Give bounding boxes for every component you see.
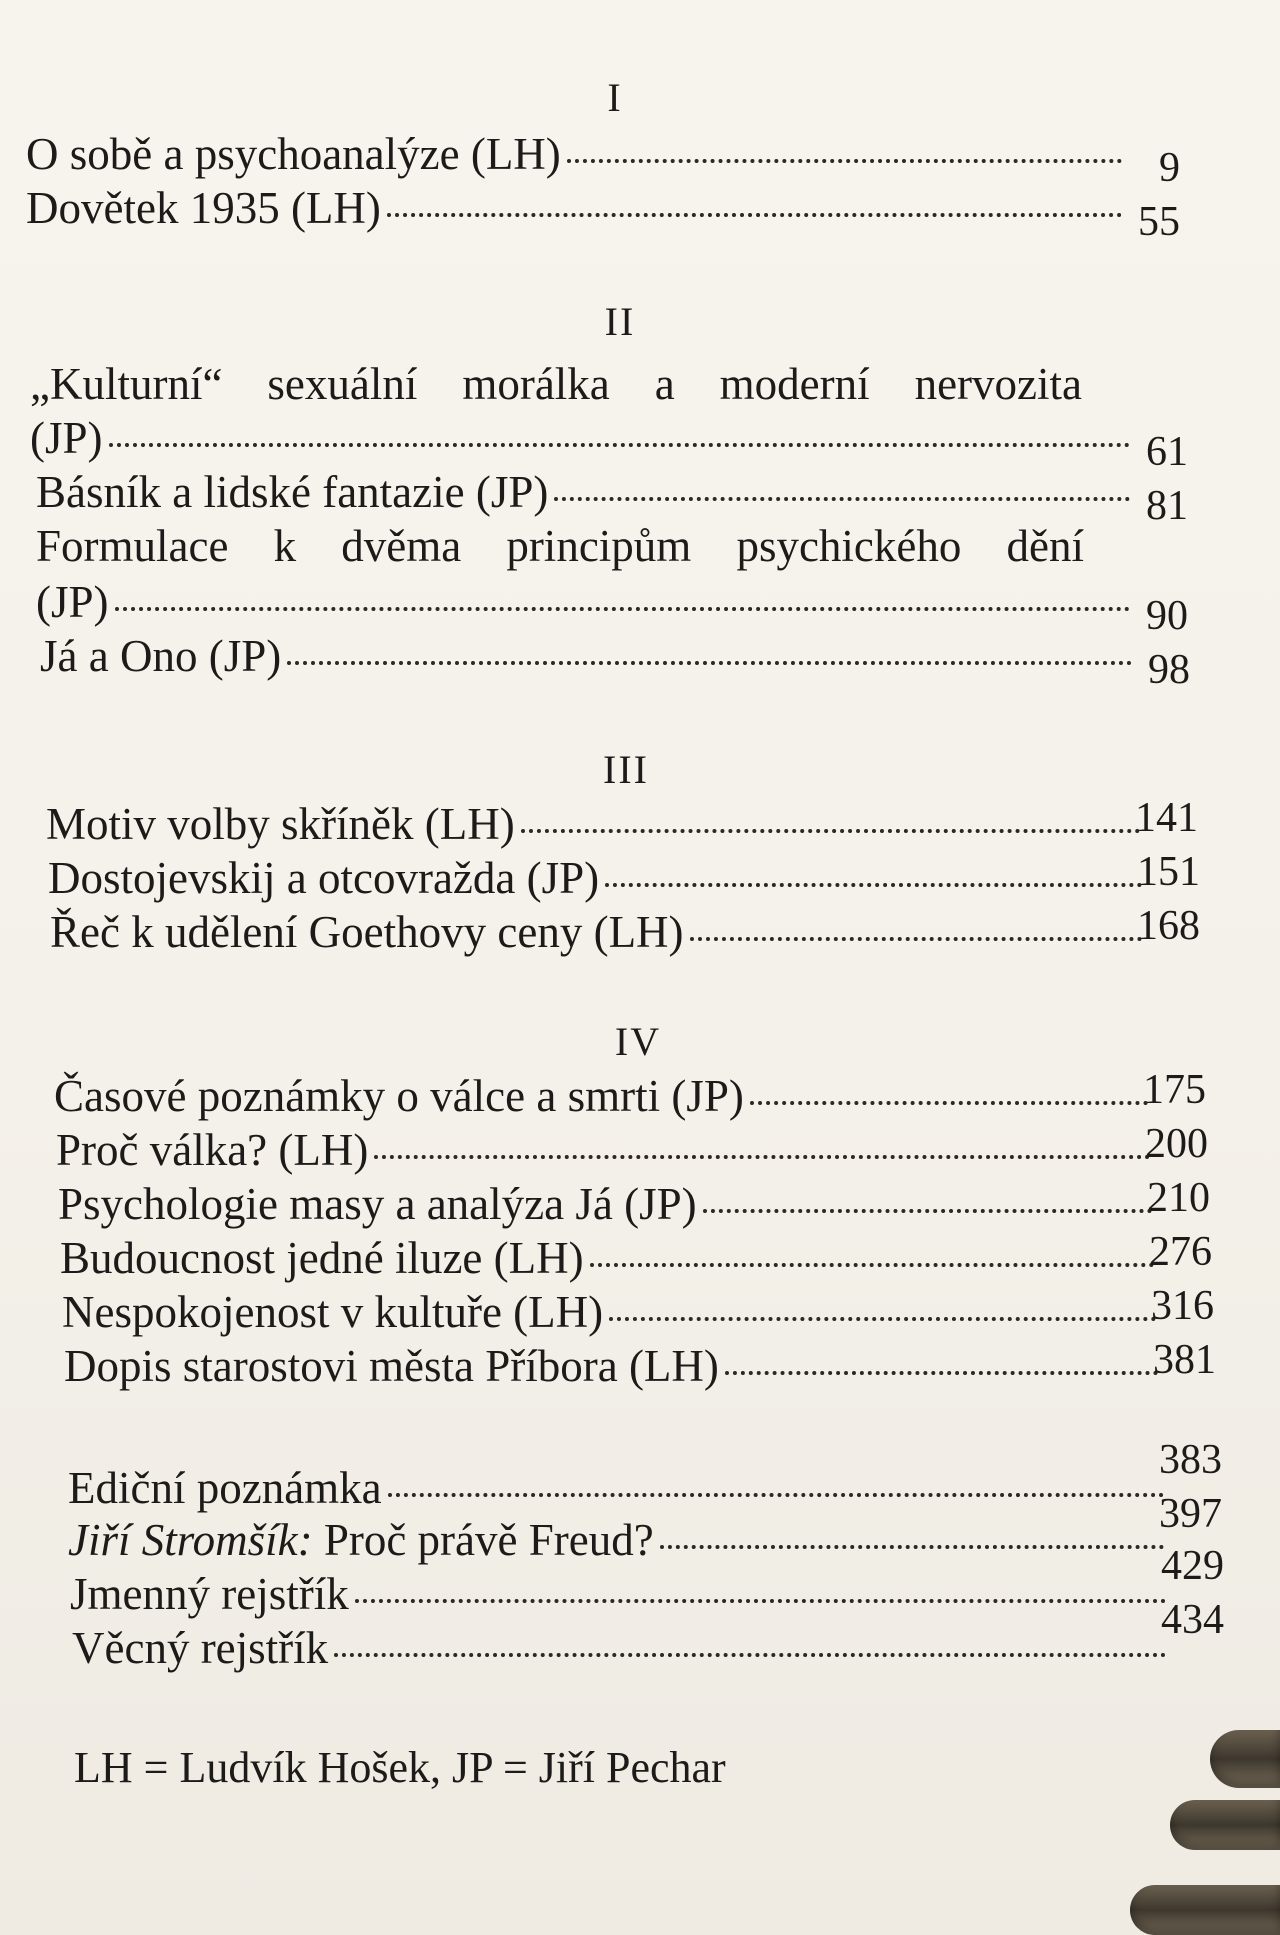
dot-leader: [605, 883, 1142, 887]
toc-entry-title: Psychologie masy a analýza Já (JP): [58, 1179, 697, 1229]
toc-entry-title: Řeč k udělení Goethovy ceny (LH): [50, 907, 684, 957]
toc-entry-title: O sobě a psychoanalýze (LH): [26, 129, 561, 179]
toc-entry-title-line1: Formulace k dvěma principům psychického dění: [36, 521, 1084, 571]
toc-entry-page: 200: [1145, 1121, 1208, 1167]
dot-leader: [287, 661, 1132, 665]
toc-entry: [26, 128, 1180, 191]
toc-entry-title: Dopis starostovi města Příbora (LH): [64, 1341, 719, 1391]
dot-leader: [703, 1209, 1152, 1213]
toc-entry-page: 151: [1137, 849, 1200, 895]
abbreviation-legend: LH = Ludvík Hošek, JP = Jiří Pechar: [74, 1743, 726, 1792]
toc-entry-title: Dovětek 1935 (LH): [26, 183, 381, 233]
toc-entry: [30, 412, 1188, 475]
section-heading-iv: IV: [614, 1019, 662, 1064]
toc-entry-page: 383: [1159, 1437, 1222, 1483]
book-spine-edge: [1210, 1730, 1280, 1788]
toc-entry: [46, 795, 1198, 850]
toc-entry: [56, 1121, 1208, 1176]
section-heading-ii: II: [604, 299, 636, 344]
toc-entry-title: (JP): [36, 577, 109, 627]
dot-leader: [554, 497, 1130, 501]
toc-entry-title: Motiv volby skříněk (LH): [46, 799, 515, 849]
toc-entry-page: 175: [1143, 1067, 1206, 1113]
dot-leader: [590, 1263, 1154, 1267]
dot-leader: [609, 1317, 1156, 1321]
toc-entry-title: Já a Ono (JP): [40, 631, 282, 681]
toc-entry: [54, 1067, 1206, 1122]
toc-entry-page: 90: [1146, 593, 1188, 639]
toc-entry-page: 381: [1153, 1337, 1216, 1383]
toc-entry-title: Ediční poznámka: [68, 1463, 382, 1513]
toc-entry-page: 141: [1135, 795, 1198, 841]
dot-leader: [567, 159, 1122, 163]
book-spine-edge: [1170, 1800, 1280, 1850]
toc-entry: [70, 1543, 1224, 1620]
dot-leader: [521, 829, 1140, 833]
toc-entry: [68, 1491, 1222, 1566]
dot-leader: [374, 1155, 1150, 1159]
toc-entry: [68, 1437, 1222, 1514]
toc-entry-page: 9: [1159, 145, 1180, 191]
toc-entry-page: 429: [1161, 1543, 1224, 1589]
toc-entry-title: Časové poznámky o válce a smrti (JP): [54, 1071, 744, 1121]
dot-leader: [115, 607, 1130, 611]
section-heading-iii: III: [603, 747, 649, 792]
toc-entry-title: Budoucnost jedné iluze (LH): [60, 1233, 584, 1283]
toc-entry-title: Jmenný rejstřík: [70, 1569, 349, 1619]
toc-entry-page: 61: [1146, 429, 1188, 475]
toc-entry: [36, 466, 1188, 529]
dot-leader: [750, 1101, 1148, 1105]
toc-entry-title-line1: „Kulturní“ sexuální morálka a moderní nervozita: [30, 359, 1082, 409]
toc-entry: [62, 1283, 1214, 1338]
toc-entry-title: Básník a lidské fantazie (JP): [36, 467, 549, 517]
toc-entry-title: (JP): [30, 413, 103, 463]
toc-entry: [64, 1337, 1216, 1392]
toc-entry-title: [68, 1514, 654, 1566]
dot-leader: [387, 213, 1122, 217]
toc-entry-page: 434: [1161, 1597, 1224, 1643]
toc-entry-page: 397: [1159, 1491, 1222, 1537]
toc-entry-title: Věcný rejstřík: [72, 1623, 329, 1673]
dot-leader: [725, 1371, 1158, 1375]
dot-leader: [660, 1545, 1164, 1549]
dot-leader: [109, 443, 1130, 447]
toc-entry: [50, 903, 1200, 958]
toc-entry: [48, 849, 1200, 904]
toc-entry: [72, 1597, 1224, 1674]
toc-entry-page: 276: [1149, 1229, 1212, 1275]
dot-leader: [355, 1599, 1166, 1603]
toc-entry-page: 81: [1146, 483, 1188, 529]
toc-entry-title: Proč válka? (LH): [56, 1125, 369, 1175]
toc-entry: [36, 576, 1188, 639]
section-heading-i: I: [607, 75, 623, 120]
toc-entry-page: 98: [1148, 647, 1190, 693]
dot-leader: [388, 1493, 1164, 1497]
toc-entry-page: 210: [1147, 1175, 1210, 1221]
toc-entry-page: 55: [1138, 199, 1180, 245]
book-spine-edge: [1130, 1885, 1280, 1935]
dot-leader: [690, 937, 1142, 941]
toc-entry-author: Jiří Stromšík:: [68, 1515, 313, 1565]
toc-entry: [26, 182, 1180, 245]
toc-entry-title: Dostojevskij a otcovražda (JP): [48, 853, 600, 903]
dot-leader: [334, 1653, 1166, 1657]
toc-entry: [40, 630, 1190, 693]
toc-entry-title: Nespokojenost v kultuře (LH): [62, 1287, 604, 1337]
toc-entry: [60, 1229, 1212, 1284]
toc-entry-title-text: Proč právě Freud?: [323, 1515, 654, 1565]
toc-entry-page: 316: [1151, 1283, 1214, 1329]
toc-entry: [58, 1175, 1210, 1230]
toc-entry-page: 168: [1137, 903, 1200, 949]
